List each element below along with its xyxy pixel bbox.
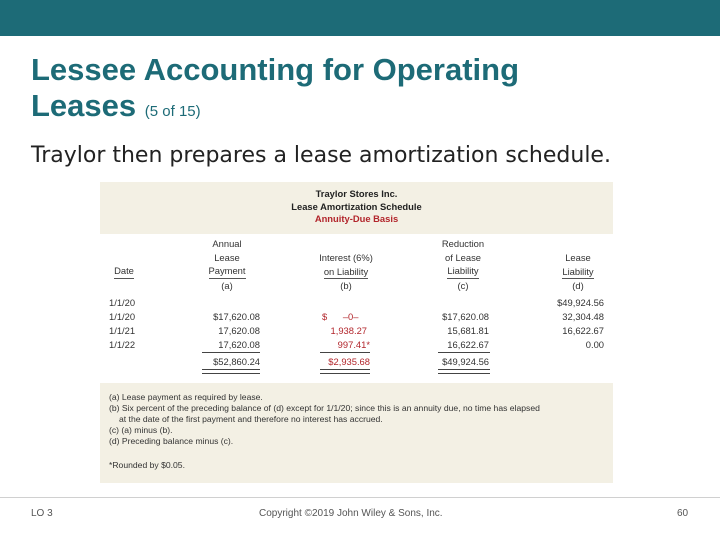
col-d-line2: Liability <box>562 265 593 280</box>
rule-b <box>320 352 370 353</box>
slide-subtitle: Traylor then prepares a lease amortization schedule. <box>31 143 611 168</box>
col-date-label: Date <box>114 264 134 279</box>
row3-date: 1/1/21 <box>109 325 136 336</box>
schedule-notes <box>100 383 613 483</box>
title-line-2 <box>31 88 519 130</box>
row2-date: 1/1/20 <box>109 311 136 322</box>
col-d-line3: (d) <box>572 280 584 292</box>
col-header-d <box>546 251 610 293</box>
col-b-line3: (b) <box>340 280 352 292</box>
col-c-line4: (c) <box>457 279 469 291</box>
title-line-1: Lessee Accounting for Operating <box>31 52 520 87</box>
schedule-company: Traylor Stores Inc. <box>315 188 398 199</box>
row2-d: 32,304.48 <box>562 311 604 322</box>
row4-date: 1/1/22 <box>109 339 136 350</box>
row2-c: $17,620.08 <box>442 311 489 322</box>
col-c-line3: Liability <box>447 264 478 279</box>
double-rule-c <box>438 369 490 374</box>
top-bar <box>0 0 720 36</box>
footer-copyright: Copyright ©2019 John Wiley & Sons, Inc. <box>259 508 443 519</box>
row1-date: 1/1/20 <box>109 297 136 308</box>
col-c-line1: Reduction <box>441 238 485 249</box>
footer-divider <box>0 497 720 498</box>
row3-a: 17,620.08 <box>218 325 260 336</box>
row4-a: 17,620.08 <box>218 339 260 350</box>
amortization-schedule <box>100 182 613 483</box>
note-c: (c) (a) minus (b). <box>109 425 173 435</box>
col-header-b <box>305 251 387 293</box>
schedule-header <box>100 182 613 234</box>
row4-d: 0.00 <box>585 339 604 350</box>
total-c: $49,924.56 <box>442 356 489 367</box>
col-header-a <box>192 237 262 292</box>
note-rounding: *Rounded by $0.05. <box>109 460 185 470</box>
row2-b: $ –0– <box>322 311 359 322</box>
row2-a: $17,620.08 <box>213 311 260 322</box>
schedule-name: Lease Amortization Schedule <box>291 200 422 212</box>
note-b: (b) Six percent of the preceding balance of (d) except for 1/1/20; since this is an annuity due, no time has elapsed <box>109 403 540 413</box>
footer-page-number: 60 <box>677 508 689 519</box>
col-b-line1: Interest (6%) <box>319 252 373 263</box>
row1-d: $49,924.56 <box>557 297 604 308</box>
footer-lo: LO 3 <box>31 508 53 519</box>
note-d: (d) Preceding balance minus (c). <box>109 436 234 446</box>
col-a-line4: (a) <box>221 279 233 291</box>
title-suffix: (5 of 15) <box>144 103 201 120</box>
rule-c <box>438 352 490 353</box>
row3-b: 1,938.27 <box>330 325 367 336</box>
col-header-c <box>425 237 501 292</box>
col-a-line3: Payment <box>209 264 246 279</box>
schedule-basis: Annuity-Due Basis <box>314 213 399 224</box>
col-b-line2: on Liability <box>324 265 368 280</box>
col-c-line2: of Lease <box>445 251 481 263</box>
col-a-line1: Annual <box>212 238 242 249</box>
row4-c: 16,622.67 <box>447 339 489 350</box>
total-b: $2,935.68 <box>328 356 370 367</box>
note-a: (a) Lease payment as required by lease. <box>109 392 263 402</box>
col-header-date <box>106 264 142 279</box>
double-rule-b <box>320 369 370 374</box>
col-d-line1: Lease <box>565 252 591 263</box>
col-a-line2: Lease <box>214 251 240 263</box>
note-b-cont: at the date of the first payment and therefore no interest has accrued. <box>119 414 383 424</box>
row3-d: 16,622.67 <box>562 325 604 336</box>
slide-title <box>31 52 519 130</box>
double-rule-a <box>202 369 260 374</box>
row4-b: 997.41* <box>337 339 370 350</box>
row3-c: 15,681.81 <box>447 325 489 336</box>
title-line-2-text: Leases <box>31 88 137 123</box>
total-a: $52,860.24 <box>213 356 260 367</box>
rule-a <box>202 352 260 353</box>
